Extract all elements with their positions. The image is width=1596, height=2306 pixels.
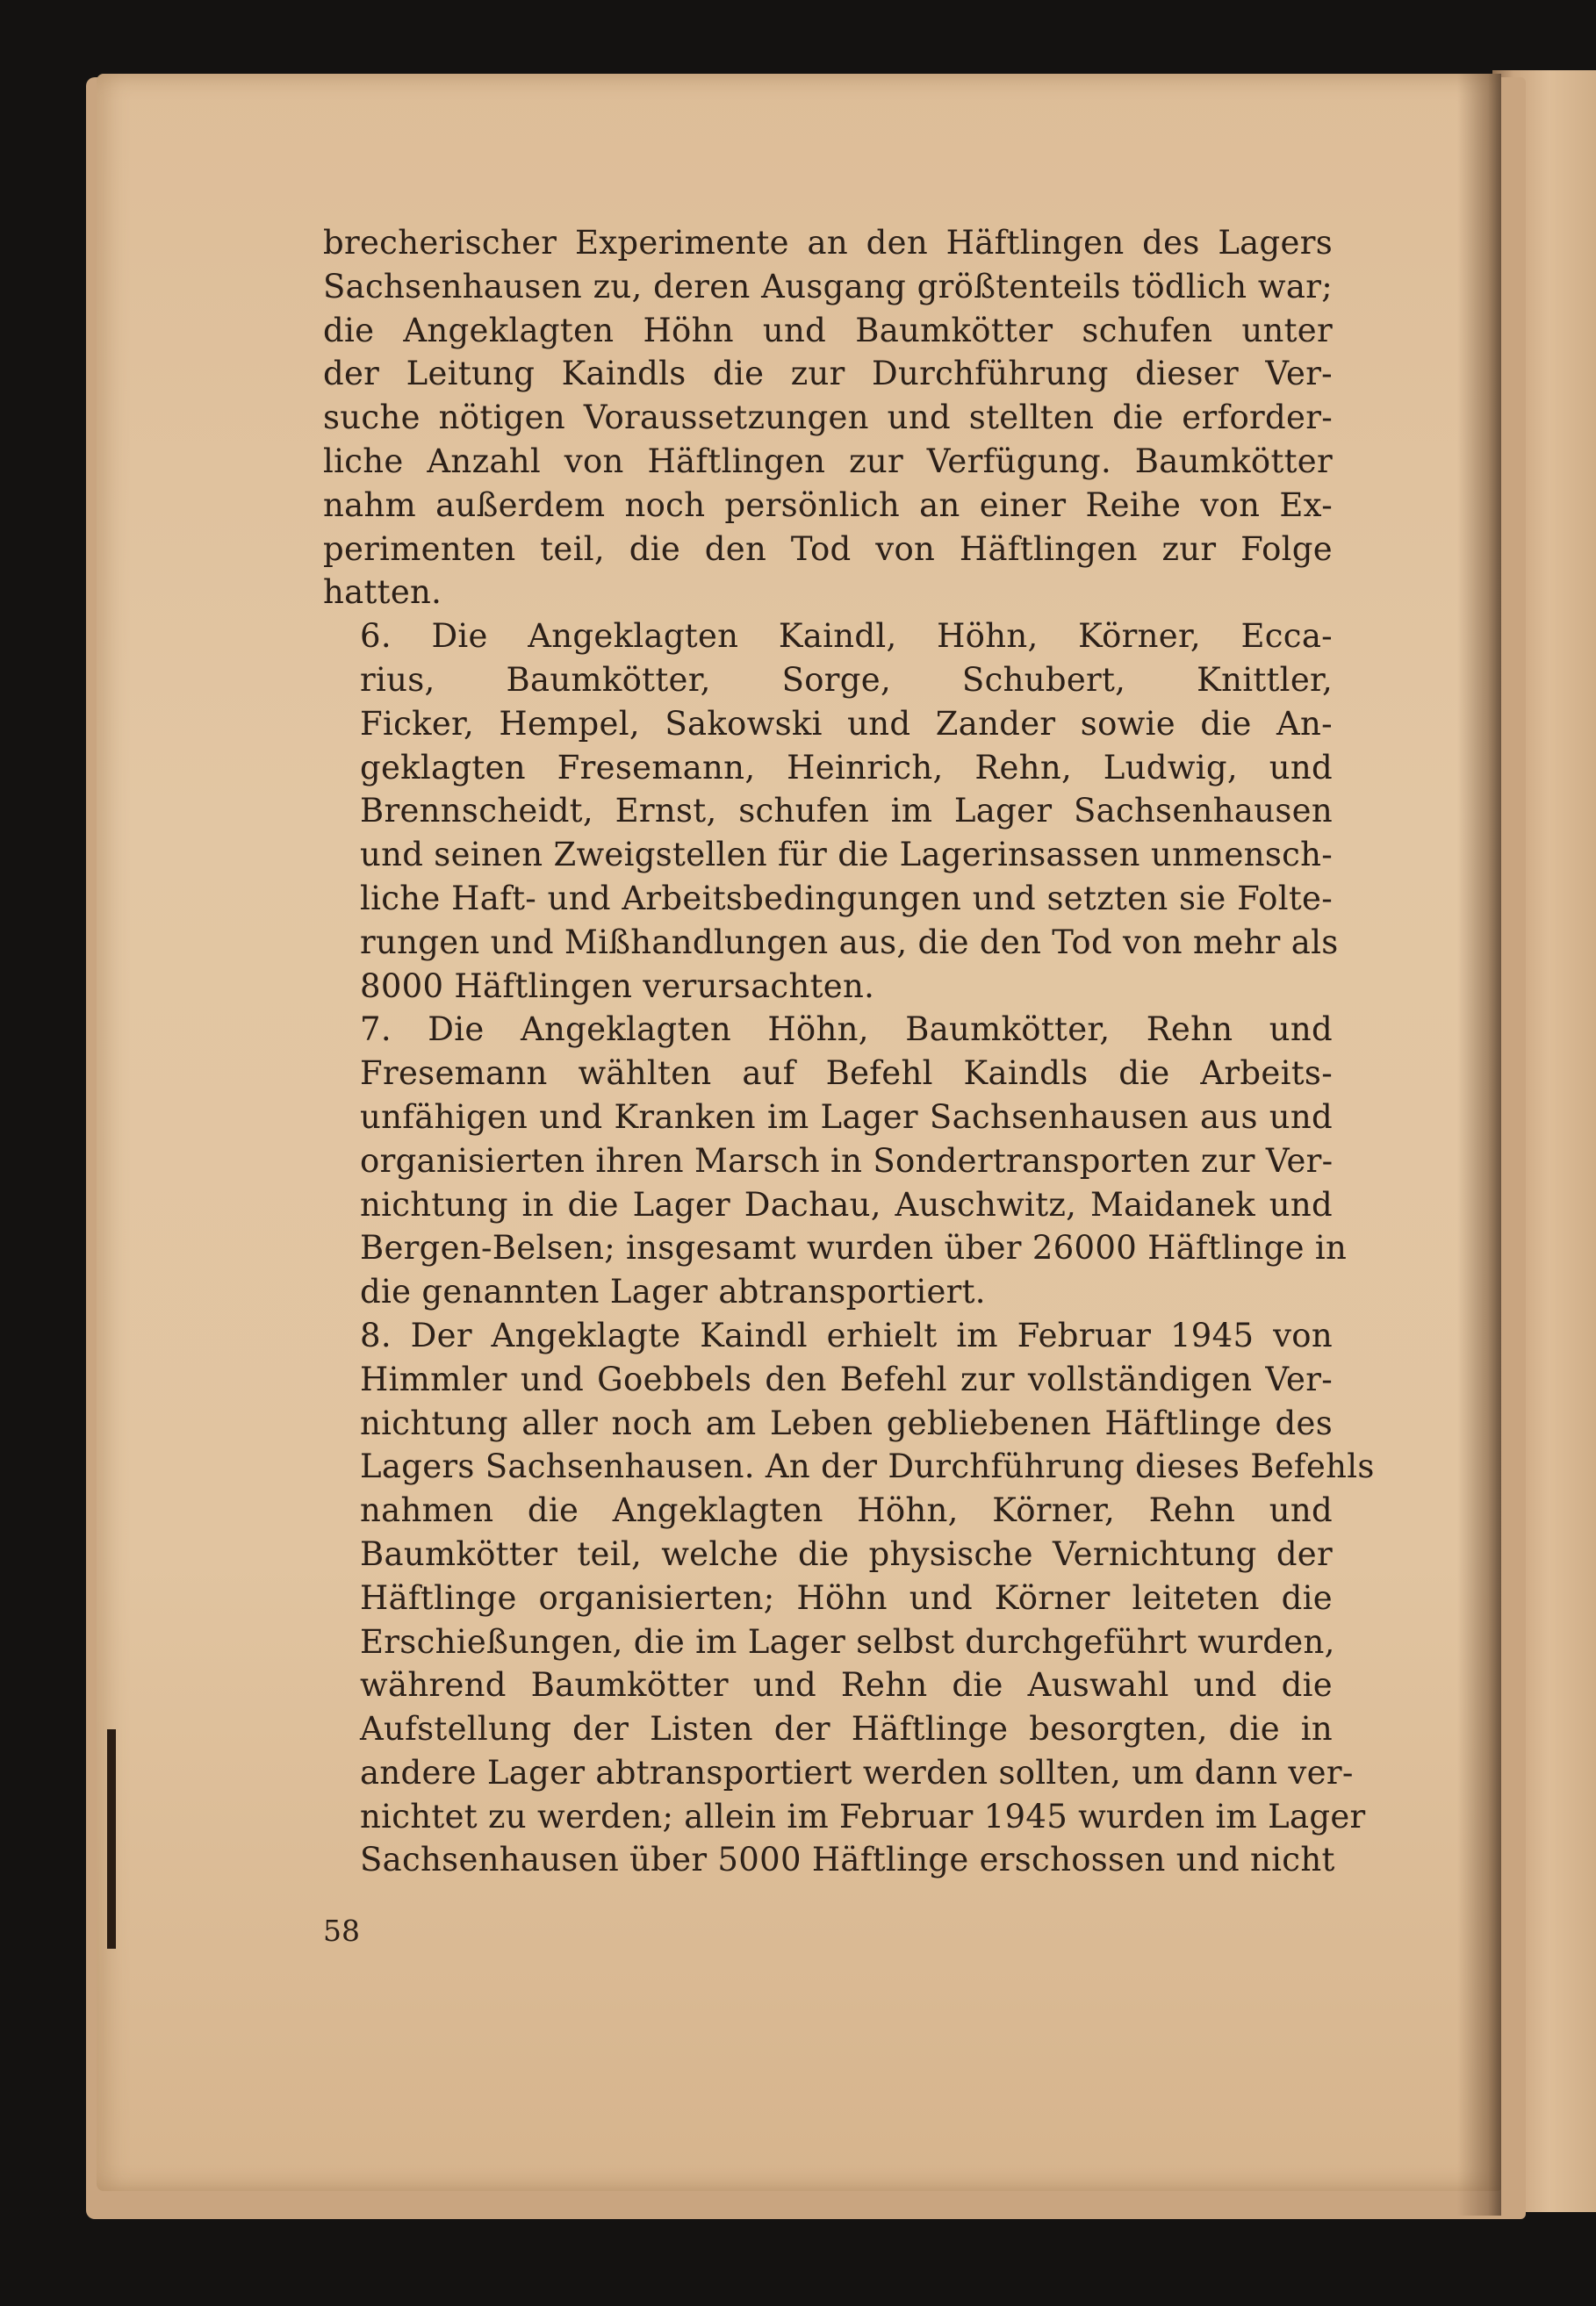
text-line: 6. Die Angeklagten Kaindl, Höhn, Körner, Ecca- xyxy=(360,617,1333,656)
text-line: Sachsenhausen über 5000 Häftlinge erschossen und nicht xyxy=(360,1841,1335,1879)
text-line: unfähigen und Kranken im Lager Sachsenhausen aus und xyxy=(360,1097,1333,1136)
text-line: nichtet zu werden; allein im Februar 1945 wurden im Lager xyxy=(360,1797,1366,1835)
text-line: liche Haft- und Arbeitsbedingungen und setzten sie Folte- xyxy=(360,879,1333,917)
paragraph-8 xyxy=(323,1314,1375,1882)
text-line: Bergen-Belsen; insgesamt wurden über 26000 Häftlinge in xyxy=(360,1229,1348,1268)
text-line: nichtung aller noch am Leben gebliebenen Häftlinge des xyxy=(360,1404,1333,1442)
text-line: Erschießungen, die im Lager selbst durchgeführt wurden, xyxy=(360,1622,1335,1661)
text-line: und seinen Zweigstellen für die Lagerinsassen unmensch- xyxy=(360,836,1334,874)
text-line: 8. Der Angeklagte Kaindl erhielt im Februar 1945 von xyxy=(360,1316,1333,1354)
text-line: Ficker, Hempel, Sakowski und Zander sowie die An- xyxy=(360,704,1333,743)
paragraph-6 xyxy=(323,614,1339,1008)
text-line: rius, Baumkötter, Sorge, Schubert, Knittler, xyxy=(360,660,1333,699)
text-line: Himmler und Goebbels den Befehl zur vollständigen Ver- xyxy=(360,1360,1333,1398)
text-line: 7. Die Angeklagten Höhn, Baumkötter, Rehn und xyxy=(360,1010,1333,1049)
text-line: 8000 Häftlingen verursachten. xyxy=(360,966,875,1005)
text-line: organisierten ihren Marsch in Sondertransporten zur Ver- xyxy=(360,1141,1334,1180)
text-line: Lagers Sachsenhausen. An der Durchführung dieses Befehls xyxy=(360,1448,1375,1486)
paragraph-7 xyxy=(323,1008,1348,1314)
page-number: 58 xyxy=(323,1914,360,1948)
page-body-text xyxy=(323,221,1375,1882)
text-line: liche Anzahl von Häftlingen zur Verfügung. Baumkötter xyxy=(323,442,1333,480)
text-line: andere Lager abtransportiert werden sollten, um dann ver- xyxy=(360,1753,1354,1792)
text-line: Fresemann wählten auf Befehl Kaindls die Arbeits- xyxy=(360,1054,1333,1093)
text-line: nahmen die Angeklagten Höhn, Körner, Rehn und xyxy=(360,1491,1333,1530)
text-line: Häftlinge organisierten; Höhn und Körner leiteten die xyxy=(360,1578,1333,1617)
text-line: die genannten Lager abtransportiert. xyxy=(360,1273,986,1311)
text-line: geklagten Fresemann, Heinrich, Rehn, Ludwig, und xyxy=(360,748,1333,787)
text-line: der Leitung Kaindls die zur Durchführung dieser Ver- xyxy=(323,355,1333,393)
text-line: nahm außerdem noch persönlich an einer Reihe von Ex- xyxy=(323,485,1333,524)
text-line: suche nötigen Voraussetzungen und stellten die erforder- xyxy=(323,399,1333,437)
text-line: Aufstellung der Listen der Häftlinge besorgten, die in xyxy=(360,1710,1333,1749)
text-line: rungen und Mißhandlungen aus, die den Tod von mehr als xyxy=(360,923,1339,961)
text-line: hatten. xyxy=(323,573,442,612)
spine-shadow xyxy=(1457,74,1501,2216)
paragraph-1 xyxy=(323,221,1333,614)
text-line: während Baumkötter und Rehn die Auswahl und die xyxy=(360,1666,1333,1705)
text-line: Brennscheidt, Ernst, schufen im Lager Sachsenhausen xyxy=(360,792,1333,830)
text-line: perimenten teil, die den Tod von Häftlingen zur Folge xyxy=(323,529,1333,568)
text-line: nichtung in die Lager Dachau, Auschwitz, Maidanek und xyxy=(360,1185,1333,1224)
text-line: Baumkötter teil, welche die physische Vernichtung der xyxy=(360,1534,1333,1573)
text-line: Sachsenhausen zu, deren Ausgang größtenteils tödlich war; xyxy=(323,267,1333,305)
text-line: brecherischer Experimente an den Häftlingen des Lagers xyxy=(323,224,1333,262)
page-edge-mark xyxy=(107,1729,116,1949)
text-line: die Angeklagten Höhn und Baumkötter schufen unter xyxy=(323,311,1333,349)
